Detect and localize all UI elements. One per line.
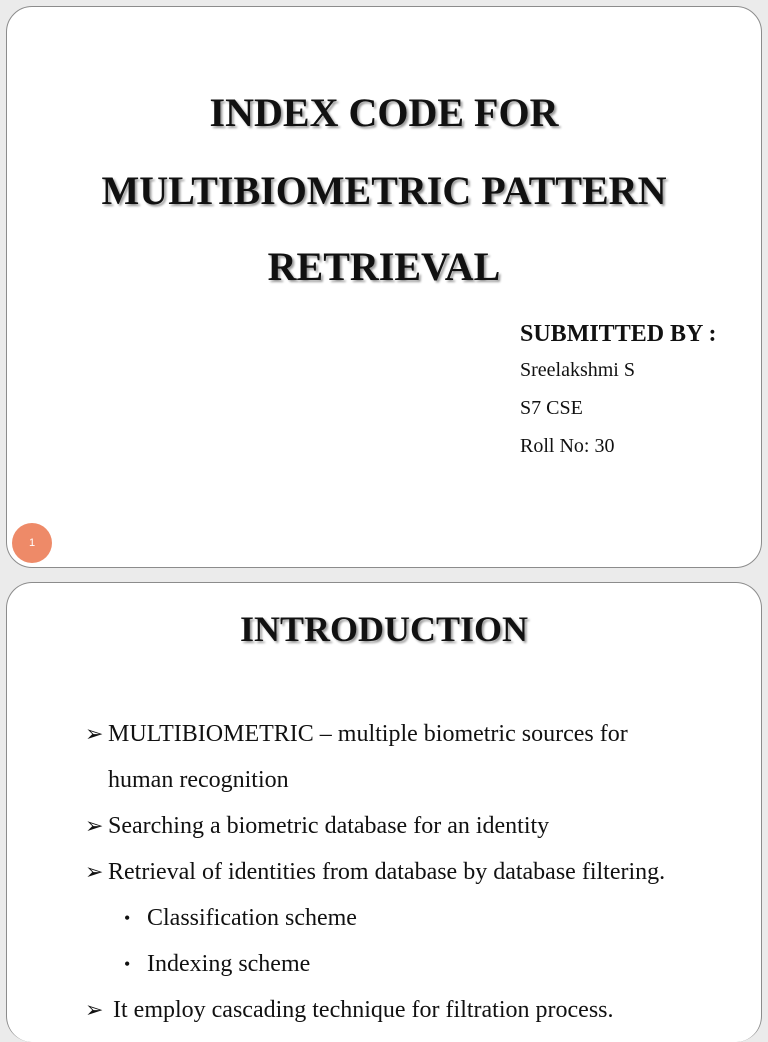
page-number-badge: 1	[12, 523, 52, 563]
title-line-3: RETRIEVAL	[267, 244, 501, 289]
sub-bullet-item: Indexing scheme	[147, 951, 311, 977]
bullet-item: Retrieval of identities from database by database filtering.	[108, 859, 666, 885]
title-line-2: MULTIBIOMETRIC PATTERN	[101, 168, 667, 213]
bullet-item: MULTIBIOMETRIC – multiple biometric sources for	[108, 721, 628, 747]
bullet-item: It employ cascading technique for filtration process.	[113, 997, 614, 1023]
arrow-bullet-icon: ➢	[85, 721, 104, 746]
submitted-by-label: SUBMITTED BY :	[520, 321, 717, 347]
author-roll: Roll No: 30	[520, 435, 615, 457]
arrow-bullet-icon: ➢	[85, 997, 104, 1022]
slide-title: INTRODUCTION	[239, 609, 529, 649]
arrow-bullet-icon: ➢	[85, 813, 104, 838]
dot-bullet-icon: •	[124, 954, 131, 974]
author-name: Sreelakshmi S	[520, 359, 635, 381]
title-line-1: INDEX CODE FOR	[209, 90, 559, 135]
bullet-item-continuation: human recognition	[108, 767, 289, 793]
introduction-slide	[6, 582, 762, 1042]
arrow-bullet-icon: ➢	[85, 859, 104, 884]
title-slide	[6, 6, 762, 568]
author-class: S7 CSE	[520, 397, 583, 419]
sub-bullet-item: Classification scheme	[147, 905, 357, 931]
bullet-item: Searching a biometric database for an identity	[108, 813, 550, 839]
dot-bullet-icon: •	[124, 908, 131, 928]
